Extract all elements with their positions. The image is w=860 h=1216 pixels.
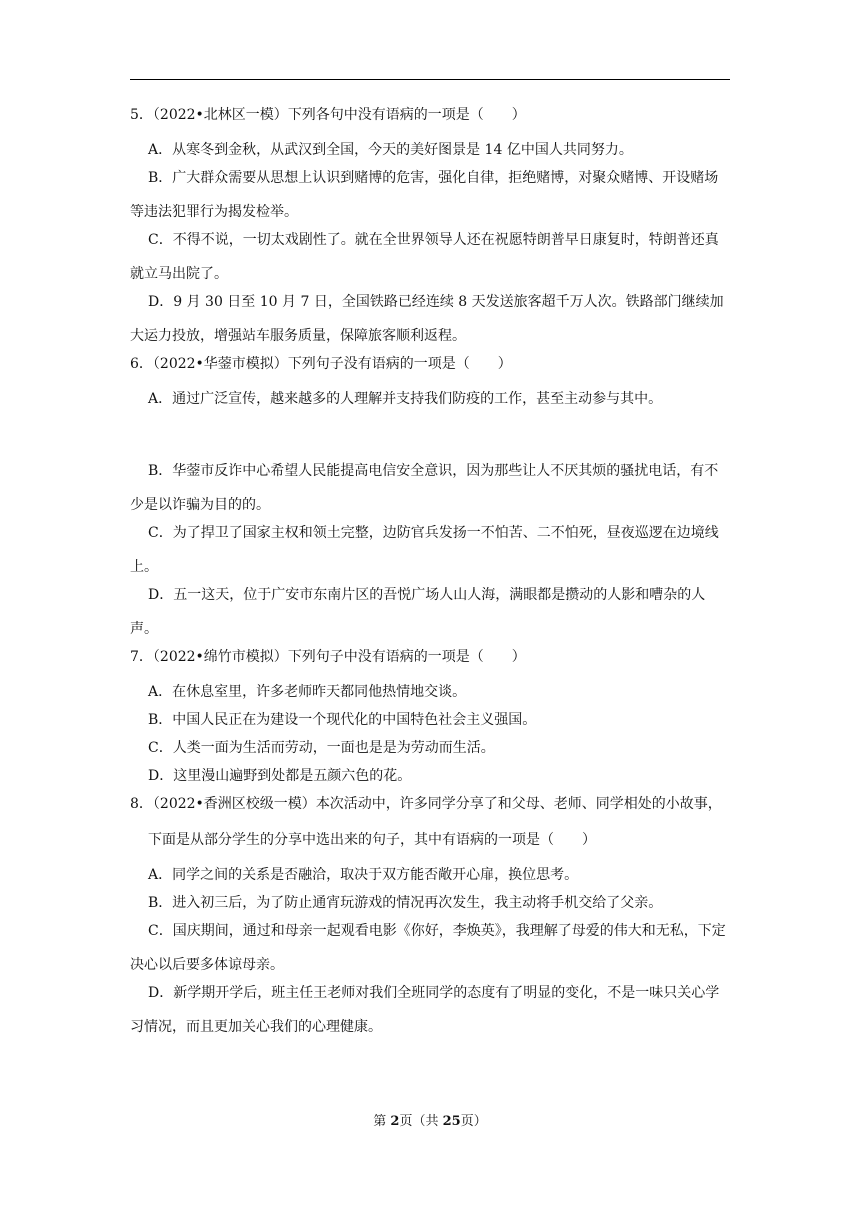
option-a: A．同学之间的关系是否融洽，取决于双方能否敞开心扉，换位思考。 xyxy=(148,867,579,883)
header-rule xyxy=(130,79,730,80)
question-5 xyxy=(130,104,730,353)
question-stem xyxy=(130,104,730,126)
question-7 xyxy=(130,646,730,793)
option-d: D．新学期开学后，班主任王老师对我们全班同学的态度有了明显的变化，不是一味只关心学习情况，而且更加关心我们的心理健康。 xyxy=(130,985,720,1035)
footer-prefix: 第 xyxy=(373,1114,391,1129)
option-a: A．从寒冬到金秋，从武汉到全国，今天的美好图景是 14 亿中国人共同努力。 xyxy=(148,142,633,158)
option-c: C．人类一面为生活而劳动，一面也是是为劳动而生活。 xyxy=(148,740,495,756)
option-d: D．9 月 30 日至 10 月 7 日，全国铁路已经连续 8 天发送旅客超千万人次。铁路部门继续加大运力投放，增强站车服务质量，保障旅客顺利返程。 xyxy=(130,294,724,344)
question-text: 本次活动中，许多同学分享了和父母、老师、同学相处的小故事，下面是从部分学生的分享中选出来的句子，其中有语病的一项是（ ） xyxy=(148,796,722,848)
question-source: （2022•北林区一模） xyxy=(152,107,288,123)
question-8 xyxy=(130,786,730,1044)
question-number: 5． xyxy=(130,107,153,123)
option-a: A．在休息室里，许多老师昨天都同他热情地交谈。 xyxy=(148,684,467,700)
option-b: B．华蓥市反诈中心希望人民能提高电信安全意识，因为那些让人不厌其烦的骚扰电话，有不少是以诈骗为目的的。 xyxy=(130,463,719,513)
footer-suffix: 页） xyxy=(460,1114,487,1129)
footer-middle: 页（共 xyxy=(399,1114,443,1129)
question-stem xyxy=(130,646,730,668)
page-footer xyxy=(0,1110,860,1129)
question-source: （2022•华蓥市模拟） xyxy=(152,356,288,372)
question-text: 下列句子没有语病的一项是（ ） xyxy=(287,356,512,372)
question-number: 7． xyxy=(130,649,153,665)
option-d: D．这里漫山遍野到处都是五颜六色的花。 xyxy=(148,768,412,784)
option-b: B．进入初三后，为了防止通宵玩游戏的情况再次发生，我主动将手机交给了父亲。 xyxy=(148,895,663,911)
question-stem xyxy=(130,786,730,858)
option-c: C．为了捍卫了国家主权和领土完整，边防官兵发扬一不怕苦、二不怕死，昼夜巡逻在边境线上。 xyxy=(130,525,719,575)
option-c: C．不得不说，一切太戏剧性了。就在全世界领导人还在祝愿特朗普早日康复时，特朗普还真就立马出院了。 xyxy=(130,232,719,282)
question-list xyxy=(130,104,730,1044)
question-source: （2022•香洲区校级一模） xyxy=(152,796,316,812)
question-text: 下列各句中没有语病的一项是（ ） xyxy=(287,107,526,123)
question-number: 6． xyxy=(130,356,153,372)
footer-total-pages: 25 xyxy=(442,1114,461,1129)
question-text: 下列句子中没有语病的一项是（ ） xyxy=(287,649,526,665)
option-d: D．五一这天，位于广安市东南片区的吾悦广场人山人海，满眼都是攒动的人影和嘈杂的人声。 xyxy=(130,587,706,637)
question-6 xyxy=(130,353,730,646)
option-b: B．中国人民正在为建设一个现代化的中国特色社会主义强国。 xyxy=(148,712,537,728)
option-a: A．通过广泛宣传，越来越多的人理解并支持我们防疫的工作，甚至主动参与其中。 xyxy=(148,391,663,407)
question-stem xyxy=(130,353,730,375)
question-number: 8． xyxy=(130,796,153,812)
option-b: B．广大群众需要从思想上认识到赌博的危害，强化自律，拒绝赌博，对聚众赌博、开设赌场等违法犯罪行为揭发检举。 xyxy=(130,170,719,220)
question-source: （2022•绵竹市模拟） xyxy=(152,649,288,665)
footer-page-number: 2 xyxy=(390,1114,400,1129)
option-c: C．国庆期间，通过和母亲一起观看电影《你好，李焕英》，我理解了母爱的伟大和无私，下定决心以后要多体谅母亲。 xyxy=(130,923,726,973)
